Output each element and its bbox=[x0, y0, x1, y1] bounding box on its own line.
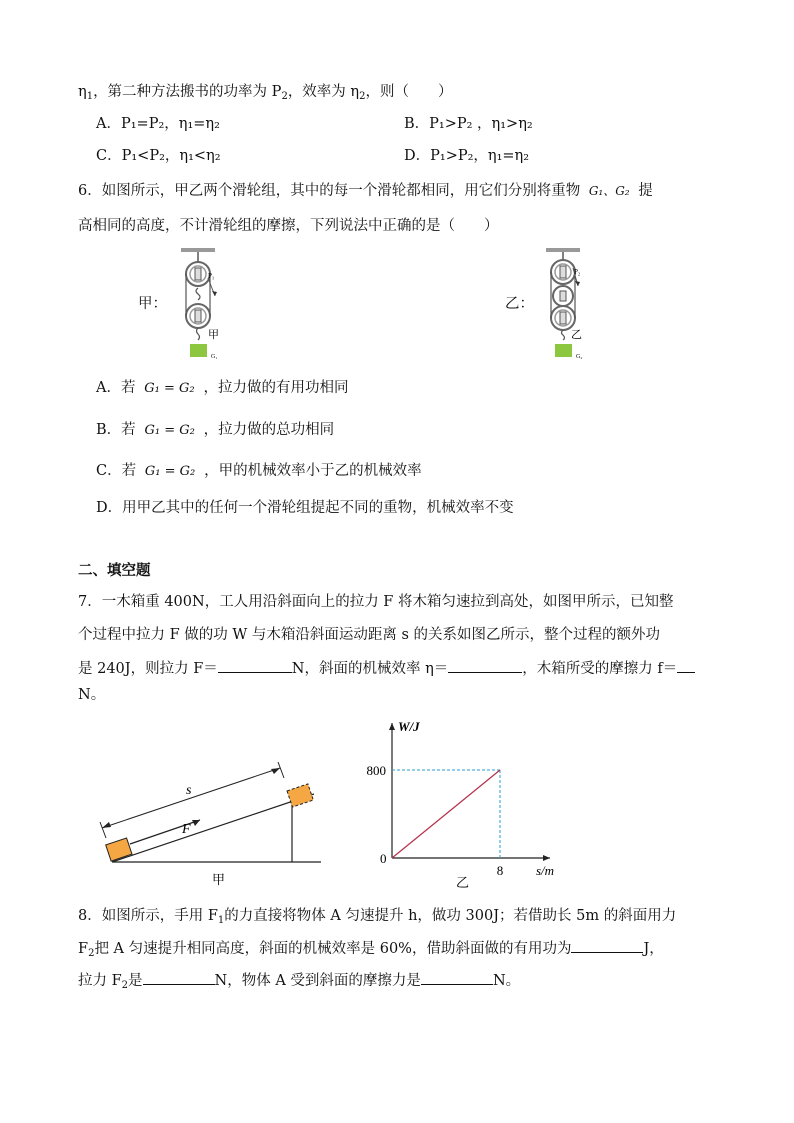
fig-yi-caption: 乙 bbox=[456, 875, 470, 890]
x-tick-label: 8 bbox=[496, 863, 504, 878]
answer-blank-useful-work[interactable] bbox=[571, 938, 643, 953]
q5-option-d[interactable]: D．P₁>P₂，η₁=η₂ bbox=[404, 148, 530, 164]
x-axis-label: s/m bbox=[536, 863, 555, 878]
pulley-figure-jia bbox=[175, 248, 235, 363]
q6-cond-b: G₁ = G₂ bbox=[144, 423, 195, 438]
answer-blank-pull-force[interactable] bbox=[143, 970, 215, 985]
q6-fig-jia-label: 甲： bbox=[138, 296, 167, 312]
work-distance-chart bbox=[360, 715, 560, 890]
q6-option-c[interactable]: C．若 G₁ = G₂ ，甲的机械效率小于乙的机械效率 bbox=[96, 461, 422, 482]
distance-label: s bbox=[186, 783, 192, 798]
q7-line4: N。 bbox=[78, 687, 106, 703]
q6-option-d[interactable]: D．用甲乙其中的任何一个滑轮组提起不同的重物，机械效率不变 bbox=[96, 500, 514, 516]
q5-option-b[interactable]: B．P₁>P₂ ，η₁>η₂ bbox=[404, 116, 533, 132]
weight-g1 bbox=[190, 344, 207, 357]
q7-line1: 7．一木箱重 400N，工人用沿斜面向上的拉力 F 将木箱匀速拉到高处，如图甲所示，已知整 bbox=[78, 594, 674, 610]
q5-continuation: $\eta_1$，第二种方法搬书的功率为 $P_2$，效率为 $\eta_2$，则（ ） bbox=[78, 84, 453, 102]
fig-p1-label: P₁ bbox=[208, 272, 215, 280]
answer-blank-friction[interactable] bbox=[677, 658, 695, 673]
series-line bbox=[392, 770, 500, 858]
q6-cond-c: G₁ = G₂ bbox=[144, 464, 196, 479]
q7-line3: 是 240J，则拉力 F＝ N，斜面的机械效率 η＝ ，木箱所受的摩擦力 f＝ bbox=[78, 658, 695, 679]
q5-option-a[interactable]: A．P₁=P₂，η₁=η₂ bbox=[96, 116, 220, 132]
pulley-figure-yi bbox=[540, 248, 600, 363]
origin-label: 0 bbox=[380, 851, 387, 866]
fig-g1-label: G₁ bbox=[211, 354, 218, 360]
q6-stem-line2: 高相同的高度，不计滑轮组的摩擦，下列说法中正确的是（ ） bbox=[78, 218, 499, 234]
q6-stem-line1: 6．如图所示，甲乙两个滑轮组，其中的每一个滑轮都相同，用它们分别将重物 G₁、G₂ 提 bbox=[78, 183, 653, 199]
fig-jia-caption: 甲 bbox=[212, 872, 226, 887]
q8-line1: 8．如图所示，手用 $F_1$的力直接将物体 A 匀速提升 h，做功 300J；若借助长 5m 的斜面用力 bbox=[78, 908, 677, 926]
box-bottom bbox=[106, 838, 132, 861]
section-title: 二、填空题 bbox=[78, 563, 151, 579]
y-axis-label: W/J bbox=[398, 719, 420, 734]
q8-line2: $F_2$把 A 匀速提升相同高度，斜面的机械效率是 60%，借助斜面做的有用功为 J， bbox=[78, 938, 664, 964]
fig-p2-label: P₂ bbox=[574, 268, 581, 276]
q6-option-a[interactable]: A．若 G₁ = G₂ ，拉力做的有用功相同 bbox=[96, 378, 348, 399]
q6-fig-yi-label: 乙： bbox=[505, 296, 534, 312]
fig-g2-label: G₂ bbox=[576, 354, 583, 360]
answer-blank-efficiency[interactable] bbox=[448, 658, 522, 673]
q5-option-c[interactable]: C．P₁<P₂，η₁<η₂ bbox=[96, 148, 221, 164]
incline-figure bbox=[92, 758, 332, 888]
weight-g2 bbox=[555, 344, 572, 357]
q6-option-b[interactable]: B．若 G₁ = G₂ ，拉力做的总功相同 bbox=[96, 420, 334, 441]
fig-yi-tag: 乙 bbox=[571, 329, 582, 341]
force-label: F bbox=[182, 822, 191, 837]
fig-jia-tag: 甲 bbox=[208, 329, 219, 341]
q7-line2: 个过程中拉力 F 做的功 W 与木箱沿斜面运动距离 s 的关系如图乙所示，整个过程的额外功 bbox=[78, 627, 661, 643]
answer-blank-friction-a[interactable] bbox=[421, 970, 493, 985]
box-top bbox=[287, 784, 313, 807]
q8-line3: 拉力 $F_2$是 N，物体 A 受到斜面的摩擦力是 N。 bbox=[78, 970, 520, 996]
q6-g-labels: G₁、G₂ bbox=[588, 184, 630, 198]
q6-cond-a: G₁ = G₂ bbox=[144, 381, 195, 396]
answer-blank-force[interactable] bbox=[218, 658, 292, 673]
y-tick-label: 800 bbox=[366, 763, 386, 778]
